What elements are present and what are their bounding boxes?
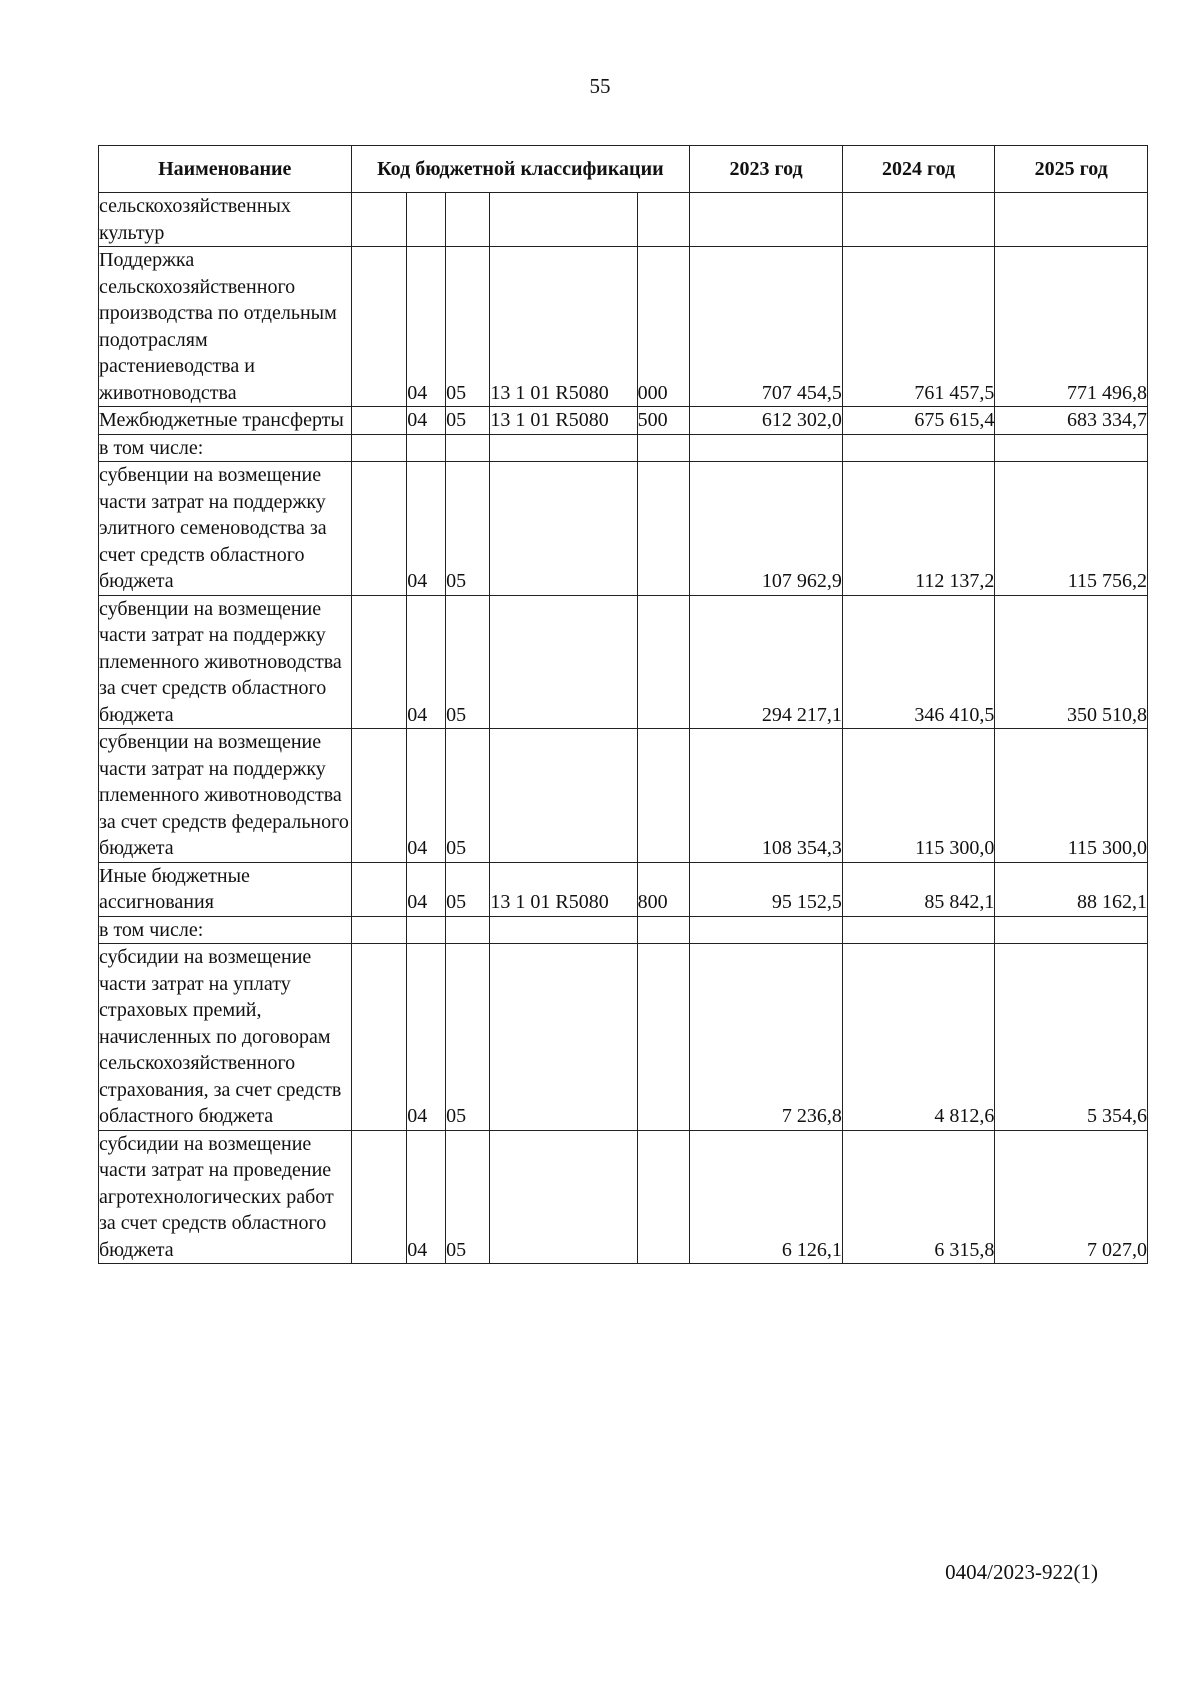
- code-subsection: 05: [446, 247, 490, 407]
- code-target-article: 13 1 01 R5080: [490, 407, 637, 435]
- code-expense-type: [637, 729, 690, 863]
- code-section: 04: [407, 862, 446, 916]
- code-expense-type: [637, 916, 690, 944]
- code-expense-type: [637, 462, 690, 596]
- row-name: Поддержка сельскохозяйственного производства по отдельным подотраслям растениеводства и животноводства: [99, 247, 352, 407]
- value-2023: 294 217,1: [690, 595, 843, 729]
- code-section: [407, 916, 446, 944]
- code-target-article: [490, 944, 637, 1131]
- code-expense-type: 800: [637, 862, 690, 916]
- row-name: субвенции на возмещение части затрат на поддержку элитного семеноводства за счет средств областного бюджета: [99, 462, 352, 596]
- code-section: 04: [407, 247, 446, 407]
- value-2024: 85 842,1: [842, 862, 995, 916]
- code-subsection: 05: [446, 729, 490, 863]
- code-target-article: [490, 916, 637, 944]
- document-number: 0404/2023-922(1): [945, 1560, 1098, 1584]
- code-section: 04: [407, 729, 446, 863]
- header-name: Наименование: [99, 146, 352, 193]
- code-section: 04: [407, 944, 446, 1131]
- row-name: Иные бюджетные ассигнования: [99, 862, 352, 916]
- row-name: субсидии на возмещение части затрат на проведение агротехнологических работ за счет средств областного бюджета: [99, 1130, 352, 1264]
- value-2024: 115 300,0: [842, 729, 995, 863]
- value-2023: [690, 193, 843, 247]
- code-cell-1: [351, 916, 407, 944]
- row-name: в том числе:: [99, 434, 352, 462]
- code-subsection: [446, 916, 490, 944]
- code-target-article: [490, 729, 637, 863]
- value-2025: 683 334,7: [995, 407, 1148, 435]
- table-row: [99, 595, 1148, 729]
- table-row: [99, 247, 1148, 407]
- value-2025: [995, 434, 1148, 462]
- code-section: [407, 434, 446, 462]
- code-target-article: [490, 193, 637, 247]
- value-2023: 707 454,5: [690, 247, 843, 407]
- table-row: [99, 862, 1148, 916]
- code-section: 04: [407, 595, 446, 729]
- code-target-article: [490, 462, 637, 596]
- value-2024: 4 812,6: [842, 944, 995, 1131]
- code-cell-1: [351, 862, 407, 916]
- code-cell-1: [351, 193, 407, 247]
- code-cell-1: [351, 1130, 407, 1264]
- code-expense-type: 500: [637, 407, 690, 435]
- code-target-article: 13 1 01 R5080: [490, 862, 637, 916]
- value-2025: 115 756,2: [995, 462, 1148, 596]
- value-2024: [842, 434, 995, 462]
- table-row: [99, 434, 1148, 462]
- row-name: субвенции на возмещение части затрат на поддержку племенного животноводства за счет средств областного бюджета: [99, 595, 352, 729]
- value-2024: 6 315,8: [842, 1130, 995, 1264]
- code-cell-1: [351, 247, 407, 407]
- code-target-article: [490, 1130, 637, 1264]
- value-2024: [842, 193, 995, 247]
- code-section: [407, 193, 446, 247]
- code-cell-1: [351, 434, 407, 462]
- value-2025: 350 510,8: [995, 595, 1148, 729]
- budget-table: [98, 145, 1148, 1264]
- code-subsection: 05: [446, 944, 490, 1131]
- header-code: Код бюджетной классификации: [351, 146, 690, 193]
- value-2024: 761 457,5: [842, 247, 995, 407]
- code-target-article: [490, 595, 637, 729]
- value-2024: 112 137,2: [842, 462, 995, 596]
- value-2025: 5 354,6: [995, 944, 1148, 1131]
- code-subsection: 05: [446, 862, 490, 916]
- table-row: [99, 1130, 1148, 1264]
- code-cell-1: [351, 595, 407, 729]
- code-subsection: [446, 434, 490, 462]
- value-2024: [842, 916, 995, 944]
- header-2025: 2025 год: [995, 146, 1148, 193]
- value-2025: [995, 193, 1148, 247]
- header-2023: 2023 год: [690, 146, 843, 193]
- code-subsection: 05: [446, 462, 490, 596]
- table-row: [99, 462, 1148, 596]
- value-2023: 6 126,1: [690, 1130, 843, 1264]
- value-2023: 7 236,8: [690, 944, 843, 1131]
- code-subsection: 05: [446, 407, 490, 435]
- code-cell-1: [351, 729, 407, 863]
- value-2023: 107 962,9: [690, 462, 843, 596]
- code-cell-1: [351, 407, 407, 435]
- table-row: [99, 193, 1148, 247]
- value-2025: 7 027,0: [995, 1130, 1148, 1264]
- table-body: [99, 193, 1148, 1264]
- code-section: 04: [407, 1130, 446, 1264]
- code-expense-type: 000: [637, 247, 690, 407]
- value-2025: 115 300,0: [995, 729, 1148, 863]
- value-2024: 675 615,4: [842, 407, 995, 435]
- value-2023: 108 354,3: [690, 729, 843, 863]
- code-section: 04: [407, 462, 446, 596]
- code-cell-1: [351, 944, 407, 1131]
- row-name: сельскохозяйственных культур: [99, 193, 352, 247]
- value-2023: 95 152,5: [690, 862, 843, 916]
- code-subsection: [446, 193, 490, 247]
- code-expense-type: [637, 193, 690, 247]
- code-target-article: [490, 434, 637, 462]
- code-subsection: 05: [446, 595, 490, 729]
- header-2024: 2024 год: [842, 146, 995, 193]
- code-expense-type: [637, 434, 690, 462]
- code-expense-type: [637, 595, 690, 729]
- code-cell-1: [351, 462, 407, 596]
- table-row: [99, 407, 1148, 435]
- code-target-article: 13 1 01 R5080: [490, 247, 637, 407]
- header-row: [99, 146, 1148, 193]
- value-2025: 88 162,1: [995, 862, 1148, 916]
- row-name: Межбюджетные трансферты: [99, 407, 352, 435]
- table-row: [99, 944, 1148, 1131]
- value-2023: [690, 916, 843, 944]
- code-section: 04: [407, 407, 446, 435]
- code-expense-type: [637, 944, 690, 1131]
- code-subsection: 05: [446, 1130, 490, 1264]
- value-2025: 771 496,8: [995, 247, 1148, 407]
- table-row: [99, 916, 1148, 944]
- value-2025: [995, 916, 1148, 944]
- value-2024: 346 410,5: [842, 595, 995, 729]
- value-2023: [690, 434, 843, 462]
- row-name: субсидии на возмещение части затрат на уплату страховых премий, начисленных по договорам сельскохозяйственного страхования, за счет средств областного бюджета: [99, 944, 352, 1131]
- row-name: в том числе:: [99, 916, 352, 944]
- code-expense-type: [637, 1130, 690, 1264]
- row-name: субвенции на возмещение части затрат на поддержку племенного животноводства за счет средств федерального бюджета: [99, 729, 352, 863]
- page-number: 55: [589, 74, 611, 98]
- value-2023: 612 302,0: [690, 407, 843, 435]
- table-row: [99, 729, 1148, 863]
